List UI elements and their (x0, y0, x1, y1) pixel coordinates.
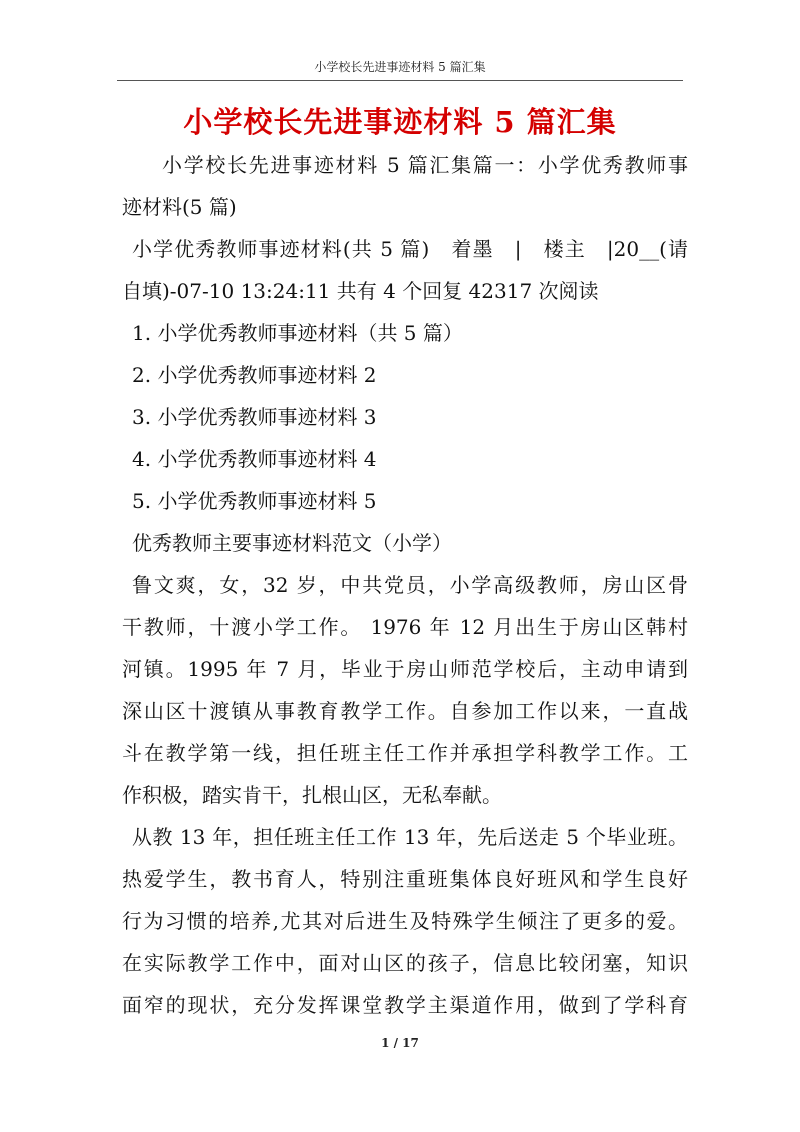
page-number: 1 / 17 (381, 1036, 419, 1050)
paragraph-line: 小学校长先进事迹材料 5 篇汇集篇一：小学优秀教师事 (162, 153, 688, 177)
paragraph-line: 从教 13 年，担任班主任工作 13 年，先后送走 5 个毕业班。 (132, 825, 688, 849)
document-title: 小学校长先进事迹材料 5 篇汇集 (183, 105, 617, 139)
paragraph-line: 行为习惯的培养,尤其对后进生及特殊学生倾注了更多的爱。 (122, 909, 688, 933)
paragraph-line: 河镇。1995 年 7 月，毕业于房山师范学校后，主动申请到 (122, 657, 688, 681)
paragraph-line: 面窄的现状，充分发挥课堂教学主渠道作用，做到了学科育 (122, 993, 688, 1017)
document-body (122, 144, 688, 1026)
section-heading: 优秀教师主要事迹材料范文（小学） (132, 531, 452, 555)
paragraph-line: 热爱学生，教书育人，特别注重班集体良好班风和学生良好 (122, 867, 688, 891)
paragraph-line: 斗在教学第一线，担任班主任工作并承担学科教学工作。工 (122, 741, 688, 765)
paragraph-line: 小学优秀教师事迹材料(共 5 篇) 着墨 | 楼主 |20__(请 (132, 237, 688, 261)
list-item: 3. 小学优秀教师事迹材料 3 (132, 405, 377, 429)
list-item: 2. 小学优秀教师事迹材料 2 (132, 363, 377, 387)
paragraph-line: 深山区十渡镇从事教育教学工作。自参加工作以来，一直战 (122, 699, 688, 723)
paragraph-line: 鲁文爽，女，32 岁，中共党员，小学高级教师，房山区骨 (132, 573, 688, 597)
list-item: 1. 小学优秀教师事迹材料（共 5 篇） (132, 321, 463, 345)
paragraph-line: 迹材料(5 篇) (122, 195, 237, 219)
running-header: 小学校长先进事迹材料 5 篇汇集 (314, 60, 486, 74)
paragraph-line: 作积极，踏实肯干，扎根山区，无私奉献。 (122, 783, 502, 807)
paragraph-line: 在实际教学工作中，面对山区的孩子，信息比较闭塞，知识 (122, 951, 688, 975)
header-divider (117, 80, 683, 81)
paragraph-line: 干教师，十渡小学工作。 1976 年 12 月出生于房山区韩村 (122, 615, 688, 639)
paragraph-line: 自填)-07-10 13:24:11 共有 4 个回复 42317 次阅读 (122, 279, 599, 303)
list-item: 5. 小学优秀教师事迹材料 5 (132, 489, 377, 513)
list-item: 4. 小学优秀教师事迹材料 4 (132, 447, 377, 471)
